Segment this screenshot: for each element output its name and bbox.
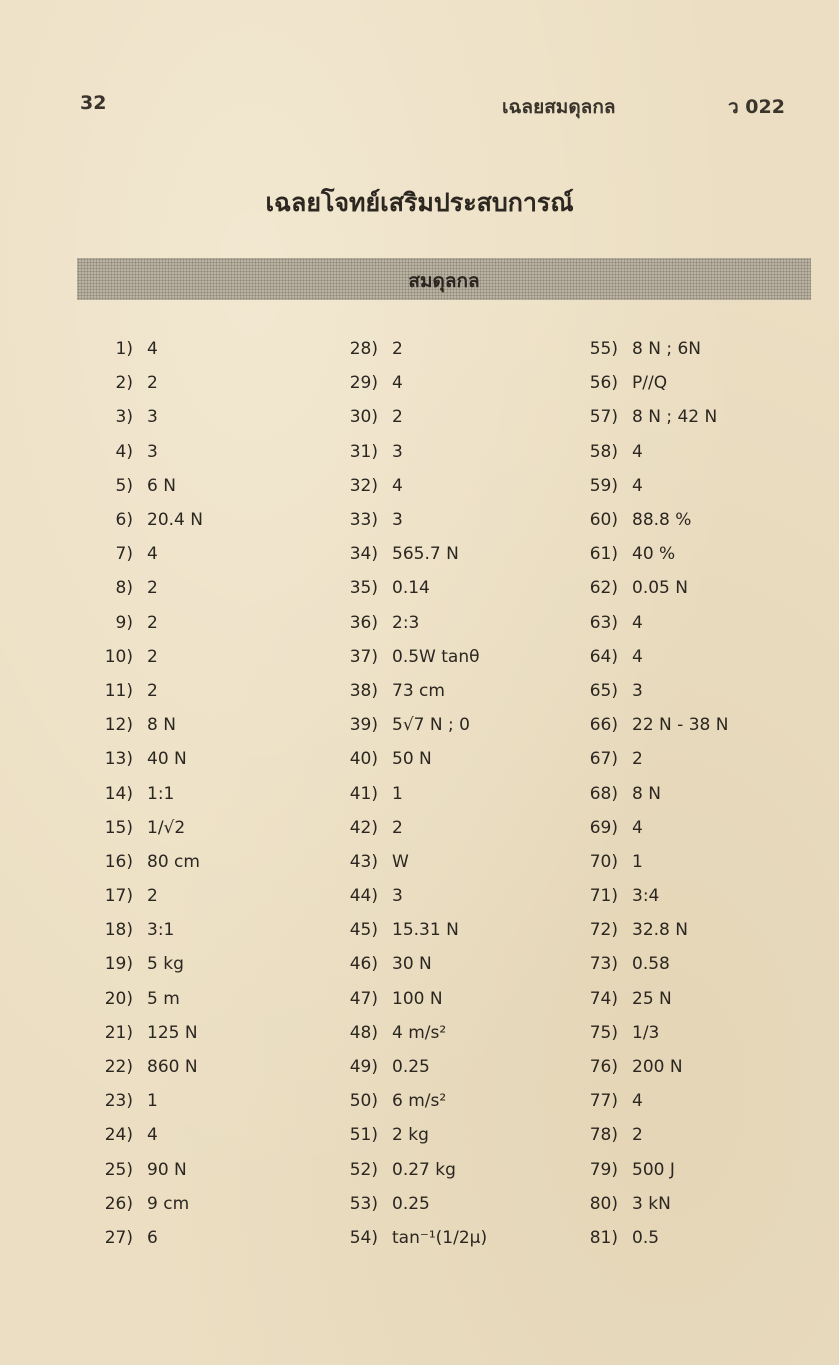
answer-number: 66): [589, 715, 618, 736]
answer-item: [80, 571, 300, 605]
answer-value: 4: [632, 1091, 643, 1112]
answer-item: [80, 742, 300, 776]
answer-item: [565, 366, 805, 400]
answer-item: [80, 1050, 300, 1084]
answer-item: [80, 1084, 300, 1118]
answer-number: 10): [104, 646, 133, 667]
answer-value: 2: [147, 373, 158, 394]
answer-item: [565, 640, 805, 674]
answer-number: 63): [589, 612, 618, 633]
running-title: เฉลยสมดุลกล: [502, 96, 616, 118]
answer-item: [80, 811, 300, 845]
answer-number: 74): [589, 988, 618, 1009]
answer-value: 0.14: [392, 578, 430, 599]
answer-number: 7): [115, 544, 133, 565]
answer-value: 50 N: [392, 749, 432, 770]
answer-item: [325, 947, 545, 981]
answer-value: 9 cm: [147, 1193, 190, 1214]
answer-item: [325, 571, 545, 605]
answer-number: 81): [589, 1227, 618, 1248]
answer-value: 40 %: [632, 544, 676, 565]
answer-number: 79): [589, 1159, 618, 1180]
answer-number: 52): [349, 1159, 378, 1180]
answer-value: 2: [632, 749, 643, 770]
answer-value: 90 N: [147, 1159, 187, 1180]
answer-item: [565, 400, 805, 434]
answer-value: 30 N: [392, 954, 432, 975]
answer-value: 5 m: [147, 988, 180, 1009]
answer-value: 2: [147, 612, 158, 633]
answer-value: 2: [392, 339, 403, 360]
answer-item: [80, 1221, 300, 1255]
answer-number: 14): [104, 783, 133, 804]
answer-item: [565, 845, 805, 879]
answer-number: 33): [349, 510, 378, 531]
answer-item: [565, 879, 805, 913]
answer-value: 0.5W tanθ: [392, 646, 480, 667]
answer-value: 73 cm: [392, 680, 445, 701]
answer-number: 65): [589, 680, 618, 701]
answer-item: [80, 640, 300, 674]
answer-number: 50): [349, 1091, 378, 1112]
answer-item: [325, 913, 545, 947]
answer-number: 36): [349, 612, 378, 633]
answer-value: 80 cm: [147, 851, 200, 872]
answer-number: 37): [349, 646, 378, 667]
page-header: [0, 90, 839, 120]
answer-item: [325, 1118, 545, 1152]
answer-value: 0.5: [632, 1227, 660, 1248]
answer-value: 4: [632, 612, 643, 633]
answer-value: 5 kg: [147, 954, 184, 975]
answer-number: 27): [104, 1227, 133, 1248]
answer-value: 4: [632, 646, 643, 667]
answer-number: 53): [349, 1193, 378, 1214]
answer-number: 64): [589, 646, 618, 667]
answer-item: [80, 332, 300, 366]
answer-value: 2: [392, 407, 403, 428]
answer-value: 3: [147, 407, 158, 428]
answer-item: [325, 1016, 545, 1050]
answer-value: 2:3: [392, 612, 420, 633]
answer-item: [80, 469, 300, 503]
answer-number: 60): [589, 510, 618, 531]
answer-number: 49): [349, 1057, 378, 1078]
answer-value: 3: [392, 886, 403, 907]
answer-value: 4: [392, 475, 403, 496]
answer-number: 76): [589, 1057, 618, 1078]
answer-item: [80, 503, 300, 537]
answer-number: 54): [349, 1227, 378, 1248]
answer-value: 32.8 N: [632, 920, 688, 941]
answer-value: 500 J: [632, 1159, 675, 1180]
answer-item: [80, 674, 300, 708]
answer-number: 34): [349, 544, 378, 565]
answer-item: [325, 776, 545, 810]
answer-item: [565, 1050, 805, 1084]
answer-item: [80, 845, 300, 879]
answer-value: 3: [392, 441, 403, 462]
answer-item: [325, 1084, 545, 1118]
answer-item: [80, 1016, 300, 1050]
answer-column-1: [80, 332, 300, 1255]
answer-value: 200 N: [632, 1057, 683, 1078]
answer-item: [565, 674, 805, 708]
answer-number: 57): [589, 407, 618, 428]
answer-item: [325, 606, 545, 640]
answer-number: 21): [104, 1022, 133, 1043]
answer-value: 860 N: [147, 1057, 198, 1078]
answer-value: 2: [632, 1125, 643, 1146]
answer-number: 1): [115, 339, 133, 360]
answer-number: 43): [349, 851, 378, 872]
answer-number: 73): [589, 954, 618, 975]
answer-number: 70): [589, 851, 618, 872]
answer-item: [325, 982, 545, 1016]
answer-value: 22 N - 38 N: [632, 715, 729, 736]
answer-value: 8 N ; 6N: [632, 339, 702, 360]
answer-value: 1:1: [147, 783, 175, 804]
answer-number: 19): [104, 954, 133, 975]
answer-item: [80, 708, 300, 742]
answer-value: 8 N ; 42 N: [632, 407, 718, 428]
answer-number: 44): [349, 886, 378, 907]
answer-number: 42): [349, 817, 378, 838]
answer-value: 1/3: [632, 1022, 660, 1043]
answer-item: [80, 879, 300, 913]
answer-item: [565, 982, 805, 1016]
answer-number: 23): [104, 1091, 133, 1112]
answer-number: 28): [349, 339, 378, 360]
answer-number: 47): [349, 988, 378, 1009]
answer-item: [325, 435, 545, 469]
answer-item: [325, 503, 545, 537]
answer-value: 0.25: [392, 1193, 430, 1214]
answer-number: 20): [104, 988, 133, 1009]
answer-value: 1: [632, 851, 643, 872]
answer-value: 125 N: [147, 1022, 198, 1043]
course-code: ว 022: [728, 96, 785, 118]
answer-value: 4: [392, 373, 403, 394]
answer-item: [80, 776, 300, 810]
answer-value: 3:4: [632, 886, 660, 907]
answer-number: 51): [349, 1125, 378, 1146]
answer-item: [80, 1187, 300, 1221]
answer-value: 0.25: [392, 1057, 430, 1078]
answer-value: 2: [147, 578, 158, 599]
answer-item: [325, 1187, 545, 1221]
answer-key: [0, 332, 839, 1262]
answer-column-2: [325, 332, 545, 1255]
answer-item: [325, 640, 545, 674]
answer-number: 30): [349, 407, 378, 428]
answer-item: [325, 674, 545, 708]
answer-number: 13): [104, 749, 133, 770]
answer-value: 2: [392, 817, 403, 838]
answer-value: tan⁻¹(1/2μ): [392, 1227, 488, 1248]
answer-number: 55): [589, 339, 618, 360]
answer-number: 72): [589, 920, 618, 941]
answer-value: 8 N: [632, 783, 661, 804]
answer-item: [565, 606, 805, 640]
answer-number: 67): [589, 749, 618, 770]
answer-value: 4: [632, 441, 643, 462]
answer-item: [325, 1153, 545, 1187]
answer-number: 5): [115, 475, 133, 496]
answer-number: 32): [349, 475, 378, 496]
answer-number: 38): [349, 680, 378, 701]
answer-value: 565.7 N: [392, 544, 459, 565]
answer-number: 75): [589, 1022, 618, 1043]
answer-item: [325, 537, 545, 571]
answer-value: 3: [632, 680, 643, 701]
answer-number: 22): [104, 1057, 133, 1078]
answer-number: 78): [589, 1125, 618, 1146]
answer-number: 41): [349, 783, 378, 804]
answer-item: [565, 742, 805, 776]
answer-number: 46): [349, 954, 378, 975]
answer-number: 24): [104, 1125, 133, 1146]
answer-number: 45): [349, 920, 378, 941]
answer-number: 40): [349, 749, 378, 770]
answer-item: [325, 845, 545, 879]
answer-value: 4: [147, 339, 158, 360]
answer-item: [565, 1187, 805, 1221]
answer-number: 25): [104, 1159, 133, 1180]
answer-item: [565, 1016, 805, 1050]
page-title: เฉลยโจทย์เสริมประสบการณ์: [265, 188, 574, 217]
answer-number: 31): [349, 441, 378, 462]
answer-value: 4: [632, 475, 643, 496]
answer-item: [80, 366, 300, 400]
answer-number: 17): [104, 886, 133, 907]
answer-item: [565, 913, 805, 947]
answer-item: [565, 811, 805, 845]
answer-item: [565, 1153, 805, 1187]
answer-value: 40 N: [147, 749, 187, 770]
answer-value: 4: [147, 544, 158, 565]
answer-value: 8 N: [147, 715, 176, 736]
answer-value: 88.8 %: [632, 510, 692, 531]
answer-number: 9): [115, 612, 133, 633]
answer-number: 11): [104, 680, 133, 701]
answer-column-3: [565, 332, 805, 1255]
answer-item: [565, 571, 805, 605]
answer-item: [565, 708, 805, 742]
answer-item: [325, 400, 545, 434]
answer-item: [80, 947, 300, 981]
answer-item: [325, 332, 545, 366]
answer-item: [565, 435, 805, 469]
answer-item: [325, 1050, 545, 1084]
answer-value: 6 m/s²: [392, 1091, 447, 1112]
answer-value: 6: [147, 1227, 158, 1248]
answer-item: [565, 1221, 805, 1255]
answer-value: 0.27 kg: [392, 1159, 456, 1180]
answer-item: [80, 1153, 300, 1187]
answer-value: 3:1: [147, 920, 175, 941]
answer-number: 69): [589, 817, 618, 838]
answer-number: 61): [589, 544, 618, 565]
answer-item: [565, 776, 805, 810]
answer-number: 62): [589, 578, 618, 599]
answer-value: 2: [147, 886, 158, 907]
answer-value: 0.58: [632, 954, 670, 975]
answer-value: 3: [392, 510, 403, 531]
answer-value: 6 N: [147, 475, 176, 496]
answer-item: [565, 332, 805, 366]
answer-value: 2: [147, 680, 158, 701]
answer-value: 15.31 N: [392, 920, 459, 941]
answer-value: 2: [147, 646, 158, 667]
answer-item: [565, 503, 805, 537]
answer-item: [325, 879, 545, 913]
answer-number: 4): [115, 441, 133, 462]
answer-value: 2 kg: [392, 1125, 429, 1146]
answer-number: 71): [589, 886, 618, 907]
answer-value: 4: [632, 817, 643, 838]
answer-item: [565, 537, 805, 571]
answer-value: P//Q: [632, 373, 668, 394]
answer-item: [80, 606, 300, 640]
answer-number: 35): [349, 578, 378, 599]
answer-item: [325, 1221, 545, 1255]
answer-number: 68): [589, 783, 618, 804]
answer-number: 77): [589, 1091, 618, 1112]
answer-value: 1: [147, 1091, 158, 1112]
answer-item: [80, 1118, 300, 1152]
answer-number: 8): [115, 578, 133, 599]
answer-item: [565, 947, 805, 981]
section-banner: [77, 258, 811, 300]
answer-number: 29): [349, 373, 378, 394]
answer-item: [325, 742, 545, 776]
answer-item: [80, 982, 300, 1016]
answer-item: [325, 811, 545, 845]
answer-item: [325, 469, 545, 503]
section-title: สมดุลกล: [408, 270, 480, 292]
answer-value: 1: [392, 783, 403, 804]
answer-item: [565, 1084, 805, 1118]
answer-number: 48): [349, 1022, 378, 1043]
answer-number: 59): [589, 475, 618, 496]
answer-value: W: [392, 851, 409, 872]
answer-item: [80, 913, 300, 947]
answer-number: 3): [115, 407, 133, 428]
answer-value: 0.05 N: [632, 578, 688, 599]
answer-value: 20.4 N: [147, 510, 203, 531]
answer-number: 6): [115, 510, 133, 531]
answer-number: 39): [349, 715, 378, 736]
answer-number: 26): [104, 1193, 133, 1214]
answer-value: 3 kN: [632, 1193, 671, 1214]
answer-number: 58): [589, 441, 618, 462]
answer-item: [80, 435, 300, 469]
answer-value: 1/√2: [147, 817, 186, 838]
answer-value: 4 m/s²: [392, 1022, 447, 1043]
answer-number: 18): [104, 920, 133, 941]
answer-number: 2): [115, 373, 133, 394]
answer-number: 56): [589, 373, 618, 394]
answer-number: 15): [104, 817, 133, 838]
answer-number: 16): [104, 851, 133, 872]
answer-number: 80): [589, 1193, 618, 1214]
answer-value: 100 N: [392, 988, 443, 1009]
answer-value: 4: [147, 1125, 158, 1146]
answer-item: [565, 469, 805, 503]
answer-item: [325, 366, 545, 400]
answer-item: [565, 1118, 805, 1152]
page-number: 32: [80, 92, 107, 114]
answer-item: [80, 537, 300, 571]
answer-item: [325, 708, 545, 742]
answer-value: 3: [147, 441, 158, 462]
answer-value: 25 N: [632, 988, 672, 1009]
answer-value: 5√7 N ; 0: [392, 715, 470, 736]
answer-number: 12): [104, 715, 133, 736]
answer-item: [80, 400, 300, 434]
